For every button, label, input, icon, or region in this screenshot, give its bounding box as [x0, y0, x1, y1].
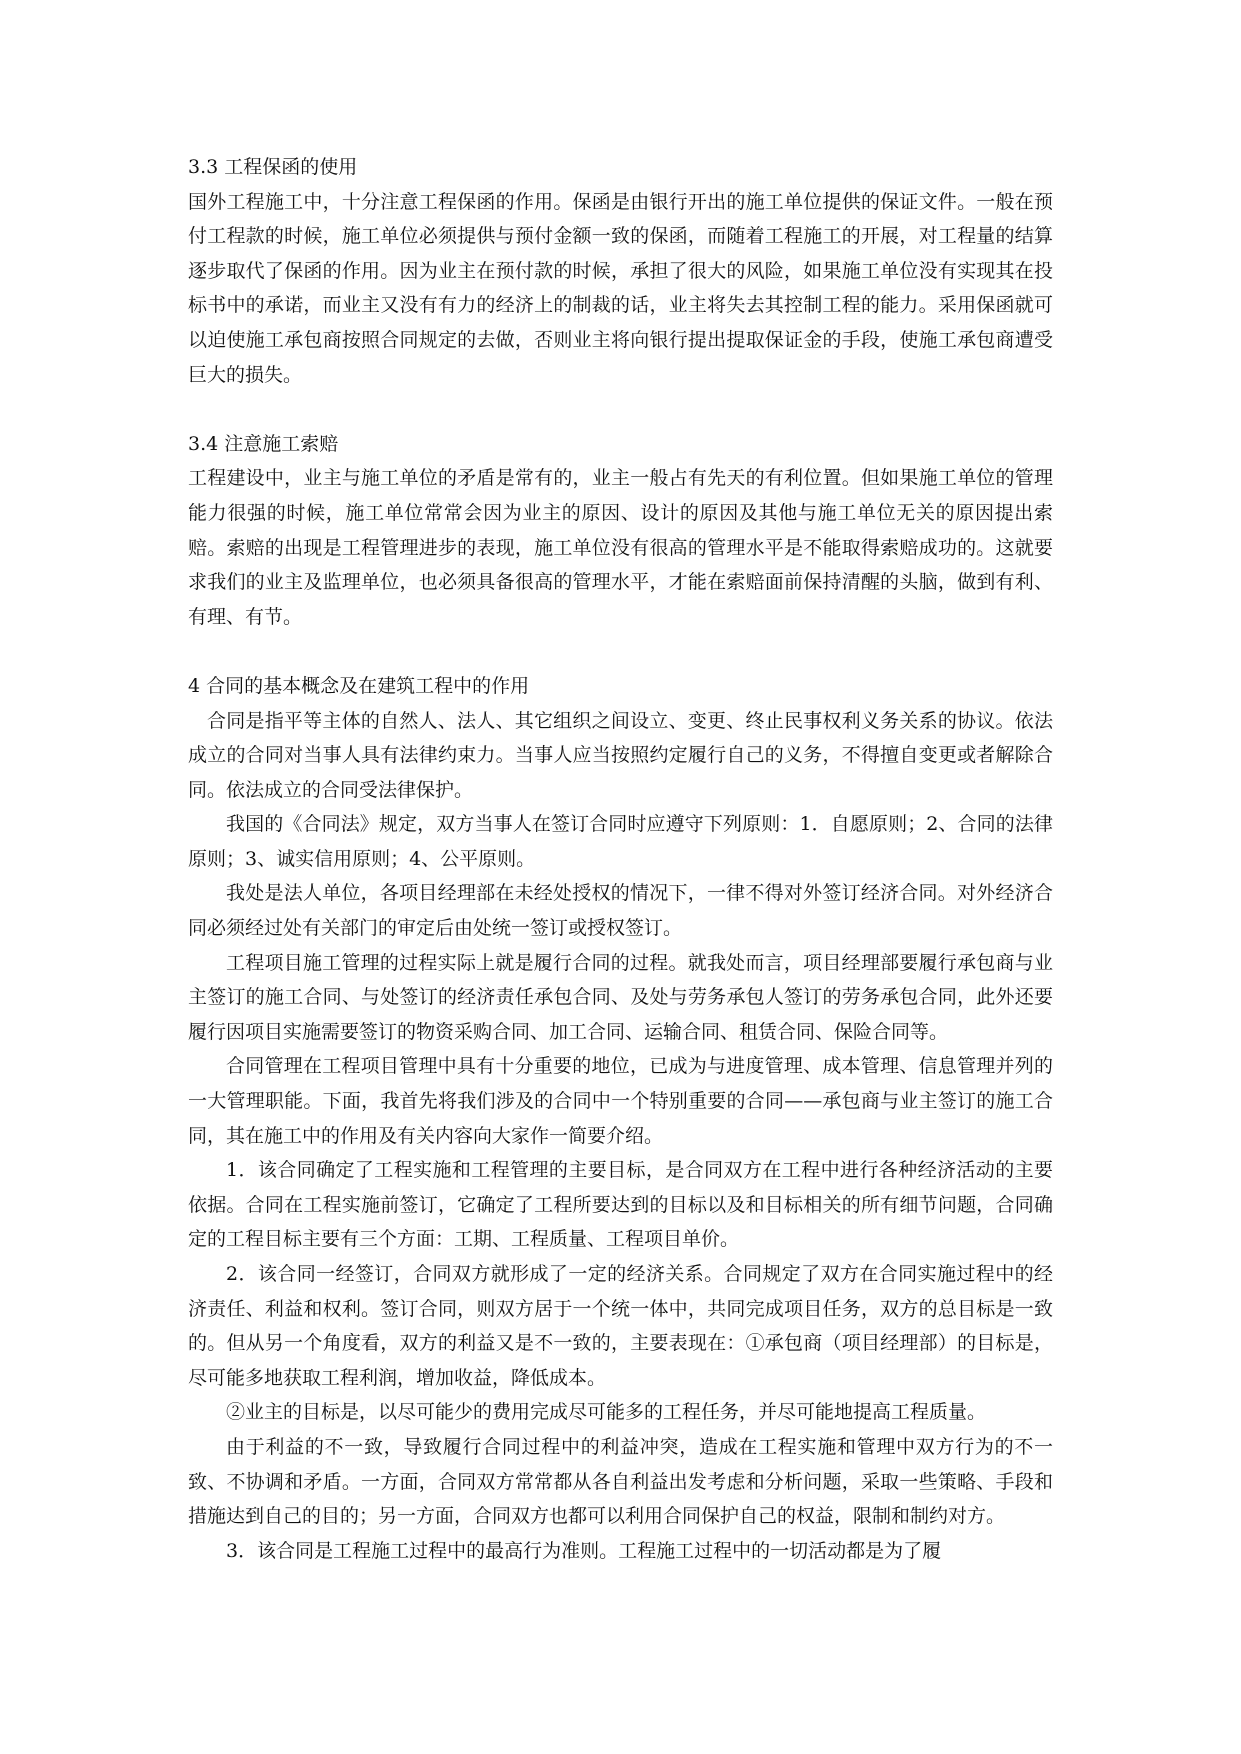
paragraph: 工程建设中，业主与施工单位的矛盾是常有的，业主一般占有先天的有利位置。但如果施工单位的管理能力很强的时候，施工单位常常会因为业主的原因、设计的原因及其他与施工单位无关的原因提出索赔。索赔的出现是工程管理进步的表现，施工单位没有很高的管理水平是不能取得索赔成功的。这就要求我们的业主及监理单位，也必须具备很高的管理水平，才能在索赔面前保持清醒的头脑，做到有利、有理、有节。: [188, 467, 1053, 628]
spacer: [188, 634, 1053, 669]
paragraph: 1．该合同确定了工程实施和工程管理的主要目标，是合同双方在工程中进行各种经济活动的主要依据。合同在工程实施前签订，它确定了工程所要达到的目标以及和目标相关的所有细节问题，合同确定的工程目标主要有三个方面：工期、工程质量、工程项目单价。: [188, 1159, 1053, 1251]
paragraph: 我国的《合同法》规定，双方当事人在签订合同时应遵守下列原则：1．自愿原则；2、合同的法律原则；3、诚实信用原则；4、公平原则。: [188, 813, 1053, 870]
paragraph: 由于利益的不一致，导致履行合同过程中的利益冲突，造成在工程实施和管理中双方行为的不一致、不协调和矛盾。一方面，合同双方常常都从各自利益出发考虑和分析问题，采取一些策略、手段和措施达到自己的目的；另一方面，合同双方也都可以利用合同保护自己的权益，限制和制约对方。: [188, 1435, 1053, 1528]
section-heading-3-4: 3.4 注意施工索赔: [188, 432, 339, 455]
section-heading-4: 4 合同的基本概念及在建筑工程中的作用: [188, 674, 530, 697]
paragraph: 国外工程施工中，十分注意工程保函的作用。保函是由银行开出的施工单位提供的保证文件。一般在预付工程款的时候，施工单位必须提供与预付金额一致的保函，而随着工程施工的开展，对工程量的结算逐步取代了保函的作用。因为业主在预付款的时候，承担了很大的风险，如果施工单位没有实现其在投标书中的承诺，而业主又没有有力的经济上的制裁的话，业主将失去其控制工程的能力。采用保函就可以迫使施工承包商按照合同规定的去做，否则业主将向银行提出提取保证金的手段，使施工承包商遭受巨大的损失。: [188, 190, 1053, 386]
paragraph: 工程项目施工管理的过程实际上就是履行合同的过程。就我处而言，项目经理部要履行承包商与业主签订的施工合同、与处签订的经济责任承包合同、及处与劳务承包人签订的劳务承包合同，此外还要履行因项目实施需要签订的物资采购合同、加工合同、运输合同、租赁合同、保险合同等。: [188, 951, 1053, 1043]
section-heading-3-3: 3.3 工程保函的使用: [188, 156, 358, 178]
paragraph: 我处是法人单位，各项目经理部在未经处授权的情况下，一律不得对外签订经济合同。对外经济合同必须经过处有关部门的审定后由处统一签订或授权签订。: [188, 882, 1053, 940]
spacer: [188, 392, 1053, 427]
paragraph: 合同是指平等主体的自然人、法人、其它组织之间设立、变更、终止民事权利义务关系的协议。依法成立的合同对当事人具有法律约束力。当事人应当按照约定履行自己的义务，不得擅自变更或者解除合同。依法成立的合同受法律保护。: [188, 709, 1053, 801]
paragraph: 2．该合同一经签订，合同双方就形成了一定的经济关系。合同规定了双方在合同实施过程中的经济责任、利益和权利。签订合同，则双方居于一个统一体中，共同完成项目任务，双方的总目标是一致的。但从另一个角度看，双方的利益又是不一致的，主要表现在：①承包商（项目经理部）的目标是，尽可能多地获取工程利润，增加收益，降低成本。: [188, 1263, 1053, 1389]
paragraph: 合同管理在工程项目管理中具有十分重要的地位，已成为与进度管理、成本管理、信息管理并列的一大管理职能。下面，我首先将我们涉及的合同中一个特别重要的合同——承包商与业主签订的施工合同，其在施工中的作用及有关内容向大家作一简要介绍。: [188, 1055, 1053, 1147]
paragraph: 3．该合同是工程施工过程中的最高行为准则。工程施工过程中的一切活动都是为了履: [226, 1539, 942, 1562]
paragraph: ②业主的目标是，以尽可能少的费用完成尽可能多的工程任务，并尽可能地提高工程质量。: [226, 1401, 987, 1424]
document-page: [188, 150, 1053, 1568]
